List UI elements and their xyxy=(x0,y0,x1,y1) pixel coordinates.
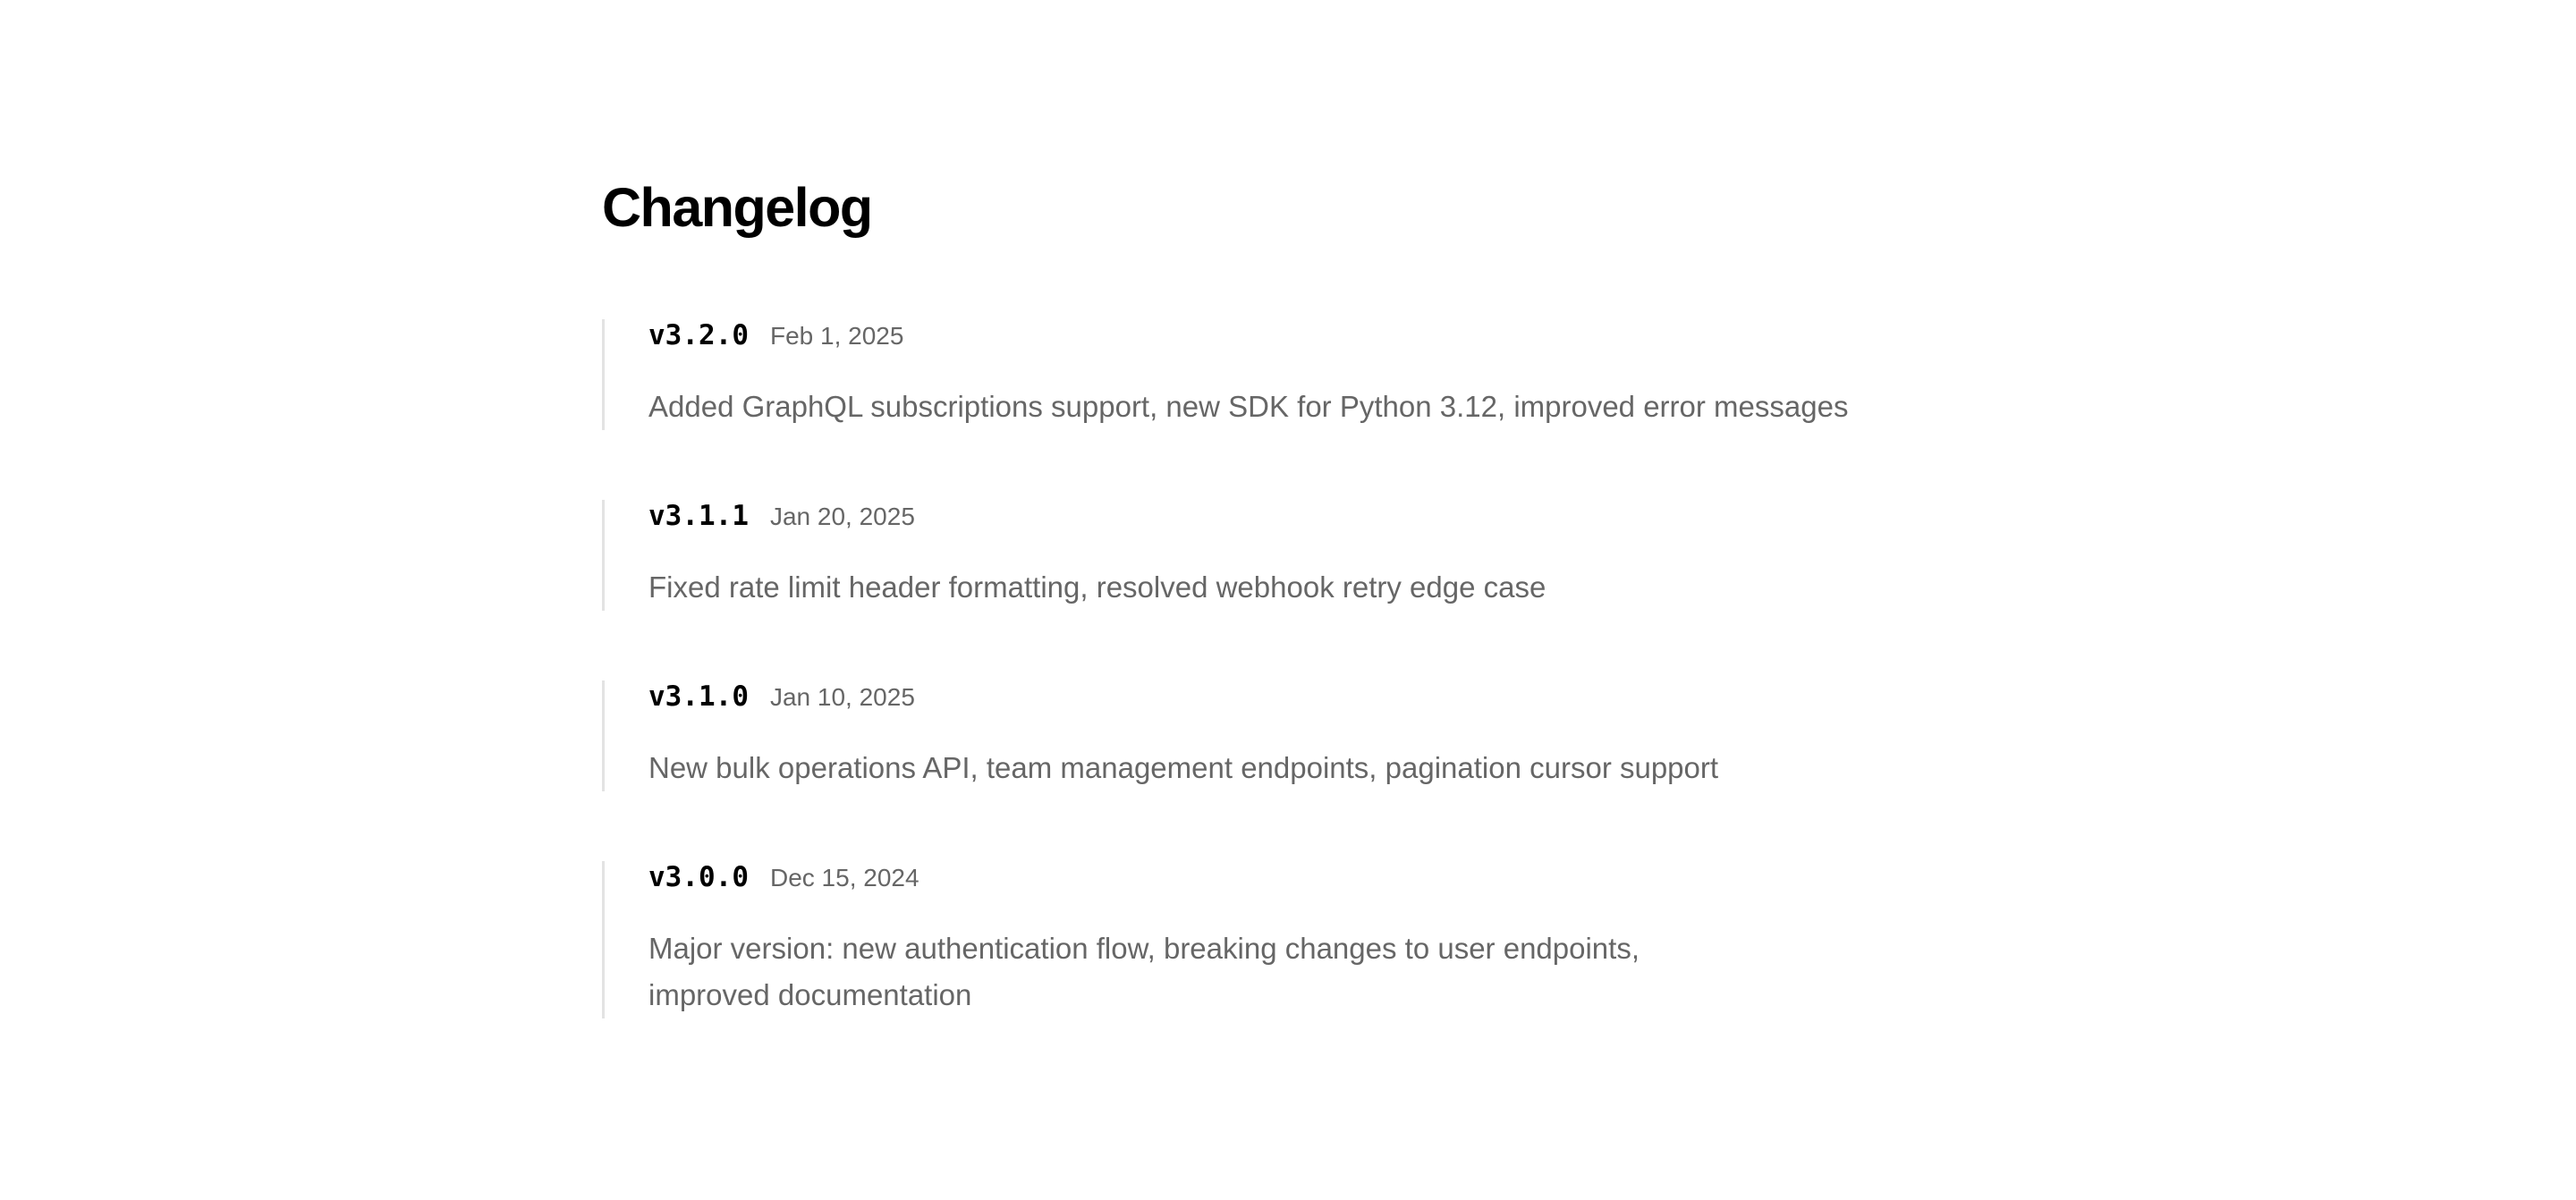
changelog-list xyxy=(602,319,1979,1018)
entry-description: New bulk operations API, team management endpoints, pagination cursor support xyxy=(648,751,1719,784)
version-label: v3.2.0 xyxy=(648,319,749,351)
entry-description: Major version: new authentication flow, breaking changes to user endpoints, improved documentation xyxy=(648,932,1640,1011)
entry-header xyxy=(648,500,1979,532)
release-date: Feb 1, 2025 xyxy=(769,322,904,350)
version-label: v3.1.1 xyxy=(648,500,749,532)
page-title: Changelog xyxy=(602,177,872,238)
changelog-page xyxy=(602,175,1979,1088)
release-date: Dec 15, 2024 xyxy=(769,864,919,892)
entry-header xyxy=(648,319,1979,351)
changelog-entry-v3-1-1 xyxy=(602,500,1979,611)
release-date: Jan 10, 2025 xyxy=(769,683,915,711)
changelog-entry-v3-2-0 xyxy=(602,319,1979,430)
changelog-entry-v3-0-0 xyxy=(602,861,1979,1018)
entry-description: Fixed rate limit header formatting, resolved webhook retry edge case xyxy=(648,570,1546,604)
entry-description: Added GraphQL subscriptions support, new SDK for Python 3.12, improved error messages xyxy=(648,390,1849,423)
entry-header xyxy=(648,680,1979,713)
version-label: v3.1.0 xyxy=(648,680,749,713)
entry-header xyxy=(648,861,1979,893)
version-label: v3.0.0 xyxy=(648,861,749,893)
changelog-entry-v3-1-0 xyxy=(602,680,1979,791)
release-date: Jan 20, 2025 xyxy=(769,503,915,530)
